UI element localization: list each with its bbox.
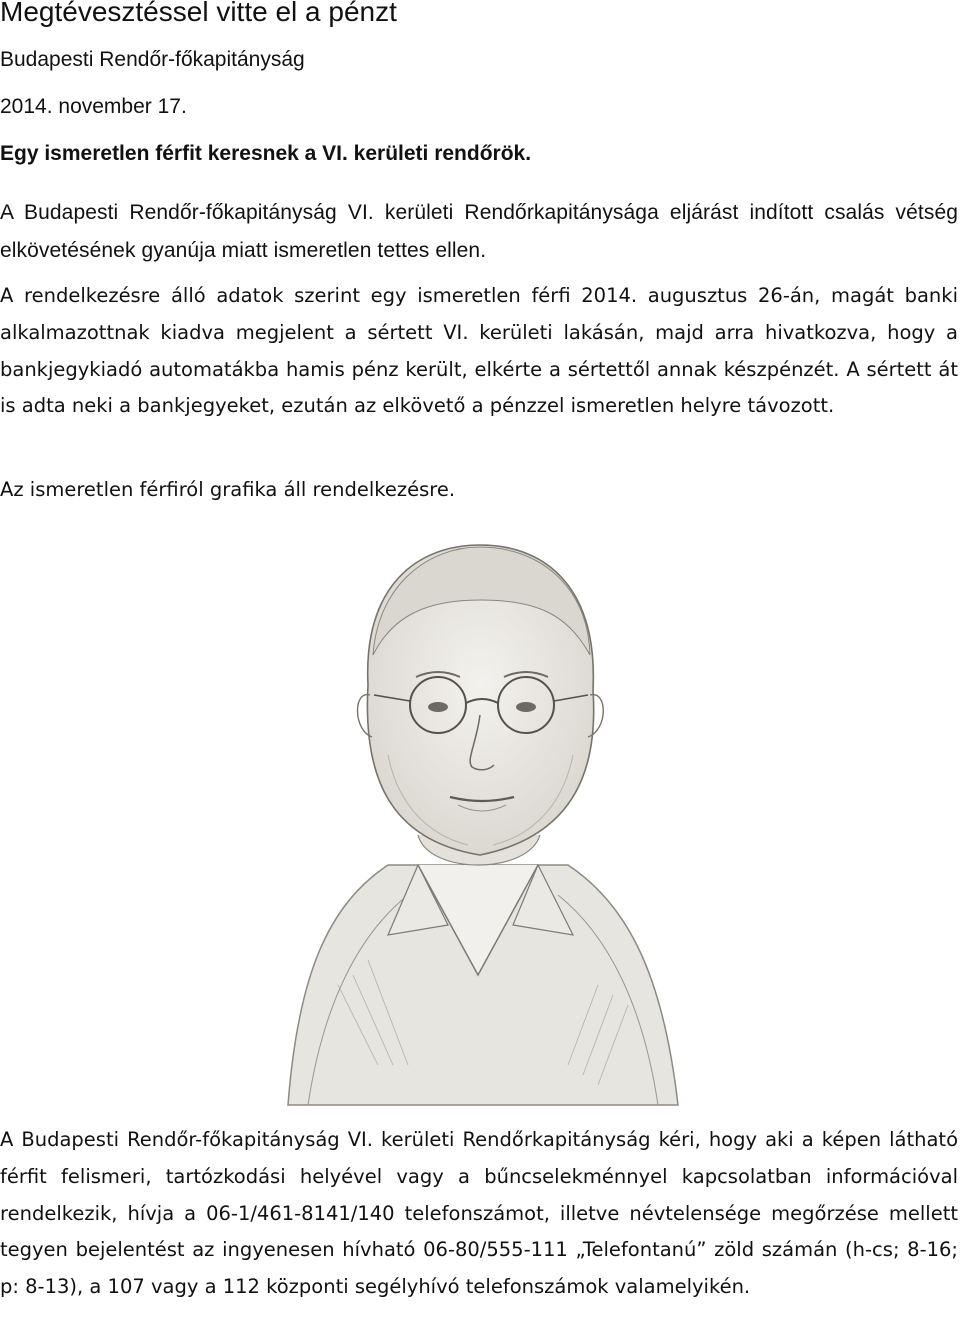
article-details: A rendelkezésre álló adatok szerint egy ismeretlen férfi 2014. augusztus 26-án, magát banki alkalmazottnak kiadva megjelent a sértett VI. kerületi lakásán, majd arra hivatkozva, hogy a bankjegykiadó automatákba hamis pénz került, elkérte a sértettől annak készpénzét. A sértett át is adta neki a bankjegyeket, ezután az elkövető a pénzzel ismeretlen helyre távozott. <box>0 284 958 418</box>
sketch-note: Az ismeretlen férfiról grafika áll rendelkezésre. <box>0 478 456 501</box>
article-lead: Egy ismeretlen férfit keresnek a VI. kerületi rendőrök. <box>0 142 532 165</box>
appeal-paragraph: A Budapesti Rendőr-főkapitányság VI. kerületi Rendőrkapitányság kéri, hogy aki a képen látható férfit felismeri, tartózkodási helyével vagy a bűncselekménnyel kapcsolatban információval rendelkezik, hívja a 06-1/461-8141/140 telefonszámot, illetve névtelensége megőrzése mellett tegyen bejelentést az ingyenesen hívható 06-80/555-111 „Telefontanú” zöld számán (h-cs; 8-16; p: 8-13), a 107 vagy a 112 központi segélyhívó telefonszámok valamelyikén. <box>0 1128 958 1299</box>
suspect-sketch-icon <box>268 505 692 1115</box>
article-title: Megtévesztéssel vitte el a pénzt <box>0 0 397 27</box>
article-source: Budapesti Rendőr-főkapitányság <box>0 48 305 71</box>
article-date: 2014. november 17. <box>0 95 187 118</box>
article-intro: A Budapesti Rendőr-főkapitányság VI. kerületi Rendőrkapitánysága eljárást indított csalás vétség elkövetésének gyanúja miatt ismeretlen tettes ellen. <box>0 201 958 262</box>
